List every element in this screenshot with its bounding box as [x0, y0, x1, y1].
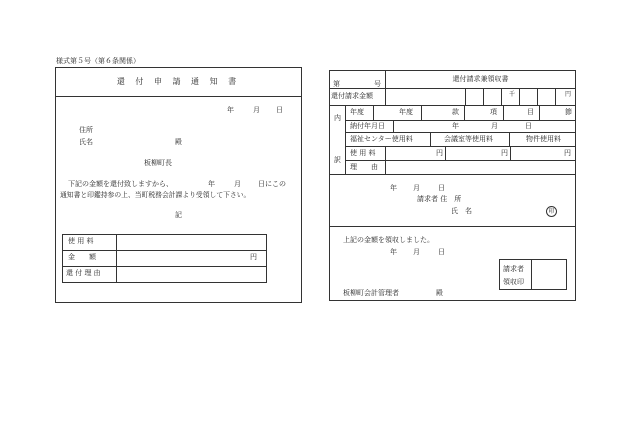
breakdown-label-top: 内 — [334, 114, 341, 122]
payment-date-year: 年 — [452, 122, 459, 130]
body-line2: 通知書と印鑑持参の上、当町税務会計課より受領して下さい。 — [60, 191, 251, 199]
fiscal-year-label: 年度 — [350, 108, 364, 116]
setsu-label: 節 — [565, 108, 572, 116]
amount-label: 金 額 — [68, 253, 96, 261]
notice-date-day: 日 — [276, 106, 283, 114]
amount-unit-yen: 円 — [565, 91, 572, 98]
accounting-manager: 板柳町会計管理者 — [343, 289, 399, 297]
payment-date-label: 納付年月日 — [350, 122, 385, 130]
moku-label: 目 — [527, 108, 534, 116]
fiscal-year-value: 年度 — [399, 108, 413, 116]
requester-name-label: 氏 名 — [451, 207, 472, 215]
request-date-day: 日 — [438, 184, 445, 192]
amount-unit-thousand: 千 — [509, 91, 516, 98]
requester-receipt-label-2: 領収印 — [503, 278, 524, 286]
refund-amount-label: 還付請求金額 — [331, 92, 373, 100]
notice-title: 還 付 申 請 通 知 書 — [116, 77, 241, 86]
payment-date-month: 月 — [491, 122, 498, 130]
requester-address-label: 請求者 住 所 — [417, 195, 462, 203]
notice-date-month: 月 — [253, 106, 260, 114]
seal-mark-icon: 印 — [546, 206, 557, 217]
name-label: 氏名 — [79, 138, 93, 146]
payment-date-day: 日 — [525, 122, 532, 130]
amount-unit: 円 — [250, 253, 257, 261]
number-suffix: 号 — [374, 80, 381, 88]
issuer: 板柳町長 — [144, 159, 172, 167]
fee-type-welfare-center: 福祉センター使用料 — [350, 135, 413, 143]
receipt-title: 還付請求兼領収書 — [452, 75, 509, 83]
number-label: 第 — [333, 80, 340, 88]
receipt-date-day: 日 — [438, 248, 445, 256]
ki-mark: 記 — [175, 211, 182, 219]
requester-receipt-label-1: 請求者 — [503, 265, 524, 273]
address-label: 住所 — [79, 126, 93, 134]
manager-honorific: 殿 — [436, 289, 443, 297]
fee-unit-property: 円 — [564, 149, 571, 157]
form-label: 様式第５号（第６条関係） — [56, 57, 140, 65]
fee-type-meeting-room: 会議室等使用料 — [444, 135, 493, 143]
request-date-month: 月 — [413, 184, 420, 192]
title-divider — [55, 96, 302, 97]
body-line1-suffix: 日にこの — [258, 180, 286, 188]
breakdown-label-bottom: 訳 — [334, 156, 341, 164]
receipt-date-year: 年 — [390, 248, 397, 256]
body-line1-prefix: 下記の金額を還付致しますから、 — [68, 180, 173, 188]
refund-reason-label: 還 付 理 由 — [66, 269, 101, 277]
fee-type-property: 物件使用料 — [526, 135, 561, 143]
usage-fee-label: 使 用 料 — [68, 237, 94, 245]
receipt-text: 上記の金額を領収しました。 — [343, 236, 434, 244]
honorific: 殿 — [175, 138, 182, 146]
request-date-year: 年 — [390, 184, 397, 192]
reason-label: 理 由 — [350, 163, 378, 171]
kan-label: 款 — [452, 108, 459, 116]
body-line1-month: 月 — [234, 180, 241, 188]
fee-unit-meeting: 円 — [501, 149, 508, 157]
usage-fee-label-right: 使 用 料 — [350, 149, 376, 157]
fee-unit-welfare: 円 — [436, 149, 443, 157]
notice-date-year: 年 — [227, 106, 234, 114]
body-line1-year: 年 — [208, 180, 215, 188]
kou-label: 項 — [490, 108, 497, 116]
receipt-date-month: 月 — [413, 248, 420, 256]
